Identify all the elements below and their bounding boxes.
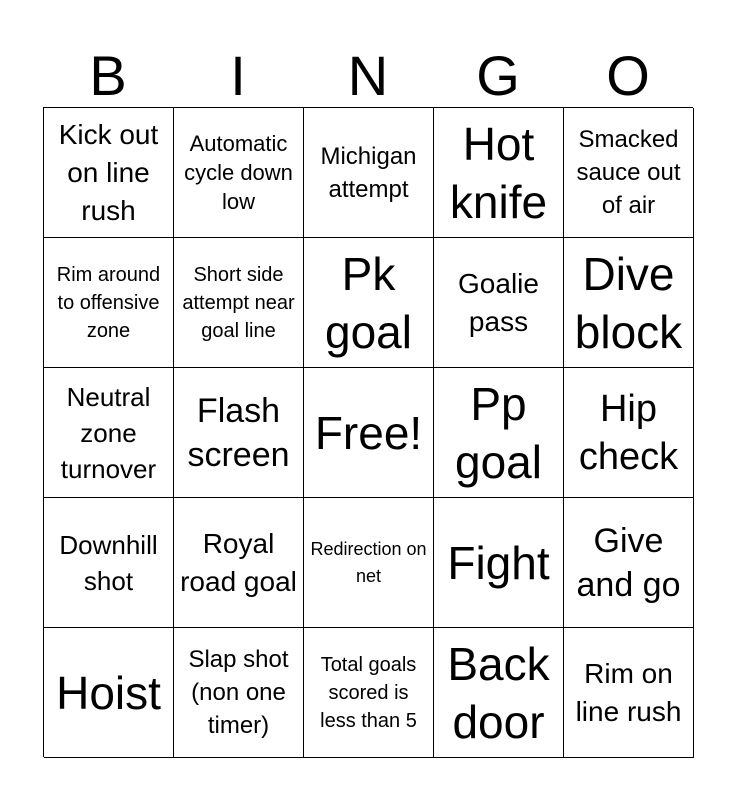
bingo-cell-r5-c5[interactable]	[564, 628, 694, 758]
cell-text: Back door	[447, 637, 550, 748]
bingo-cell-r1-c3[interactable]	[304, 108, 434, 238]
cell-text: Rim around to offensive zone	[56, 263, 161, 342]
bingo-board	[43, 107, 693, 757]
header-letter-g: G	[476, 44, 520, 107]
bingo-cell-r3-c5[interactable]	[564, 368, 694, 498]
bingo-cell-r5-c2[interactable]	[174, 628, 304, 758]
header-letter-b: B	[89, 44, 127, 107]
cell-text: Hip check	[578, 387, 679, 478]
cell-text: Pk goal	[325, 247, 412, 358]
bingo-cell-r4-c3[interactable]	[304, 498, 434, 628]
cell-text: Fight	[447, 536, 550, 589]
cell-text: Short side attempt near goal line	[182, 263, 295, 342]
cell-text: Dive block	[574, 247, 683, 358]
cell-text: Hot knife	[449, 117, 548, 228]
bingo-cell-r3-c1[interactable]	[44, 368, 174, 498]
bingo-cell-r3-c2[interactable]	[174, 368, 304, 498]
cell-text: Goalie pass	[458, 267, 539, 337]
header-letter-i: I	[230, 44, 246, 107]
bingo-cell-r3-c4[interactable]	[434, 368, 564, 498]
cell-text: Michigan attempt	[320, 142, 417, 203]
bingo-cell-r1-c4[interactable]	[434, 108, 564, 238]
bingo-cell-r2-c4[interactable]	[434, 238, 564, 368]
header-letter-o: O	[606, 44, 650, 107]
bingo-cell-r1-c2[interactable]	[174, 108, 304, 238]
cell-text: Flash screen	[187, 391, 290, 474]
bingo-cell-r2-c2[interactable]	[174, 238, 304, 368]
bingo-header	[43, 45, 693, 107]
cell-text: Automatic cycle down low	[184, 131, 293, 214]
bingo-cell-r4-c1[interactable]	[44, 498, 174, 628]
cell-text: Royal road goal	[180, 527, 297, 597]
bingo-cell-r2-c1[interactable]	[44, 238, 174, 368]
cell-text: Hoist	[56, 666, 161, 719]
cell-text: Give and go	[576, 521, 681, 604]
free-space-cell[interactable]	[304, 368, 434, 498]
cell-text: Kick out on line rush	[58, 118, 159, 226]
bingo-cell-r1-c1[interactable]	[44, 108, 174, 238]
bingo-cell-r2-c5[interactable]	[564, 238, 694, 368]
cell-text: Downhill shot	[59, 529, 158, 596]
bingo-cell-r4-c2[interactable]	[174, 498, 304, 628]
header-letter-n: N	[347, 44, 389, 107]
bingo-cell-r4-c4[interactable]	[434, 498, 564, 628]
bingo-cell-r1-c5[interactable]	[564, 108, 694, 238]
cell-text: Pp goal	[455, 377, 542, 488]
cell-text: Slap shot (non one timer)	[188, 646, 289, 739]
bingo-cell-r2-c3[interactable]	[304, 238, 434, 368]
bingo-cell-r4-c5[interactable]	[564, 498, 694, 628]
bingo-cell-r5-c1[interactable]	[44, 628, 174, 758]
free-space-text: Free!	[314, 406, 423, 459]
bingo-cell-r5-c4[interactable]	[434, 628, 564, 758]
bingo-cell-r5-c3[interactable]	[304, 628, 434, 758]
cell-text: Redirection on net	[310, 538, 427, 586]
cell-text: Neutral zone turnover	[60, 381, 157, 484]
cell-text: Total goals scored is less than 5	[320, 653, 417, 732]
cell-text: Rim on line rush	[575, 657, 682, 727]
cell-text: Smacked sauce out of air	[576, 126, 681, 219]
